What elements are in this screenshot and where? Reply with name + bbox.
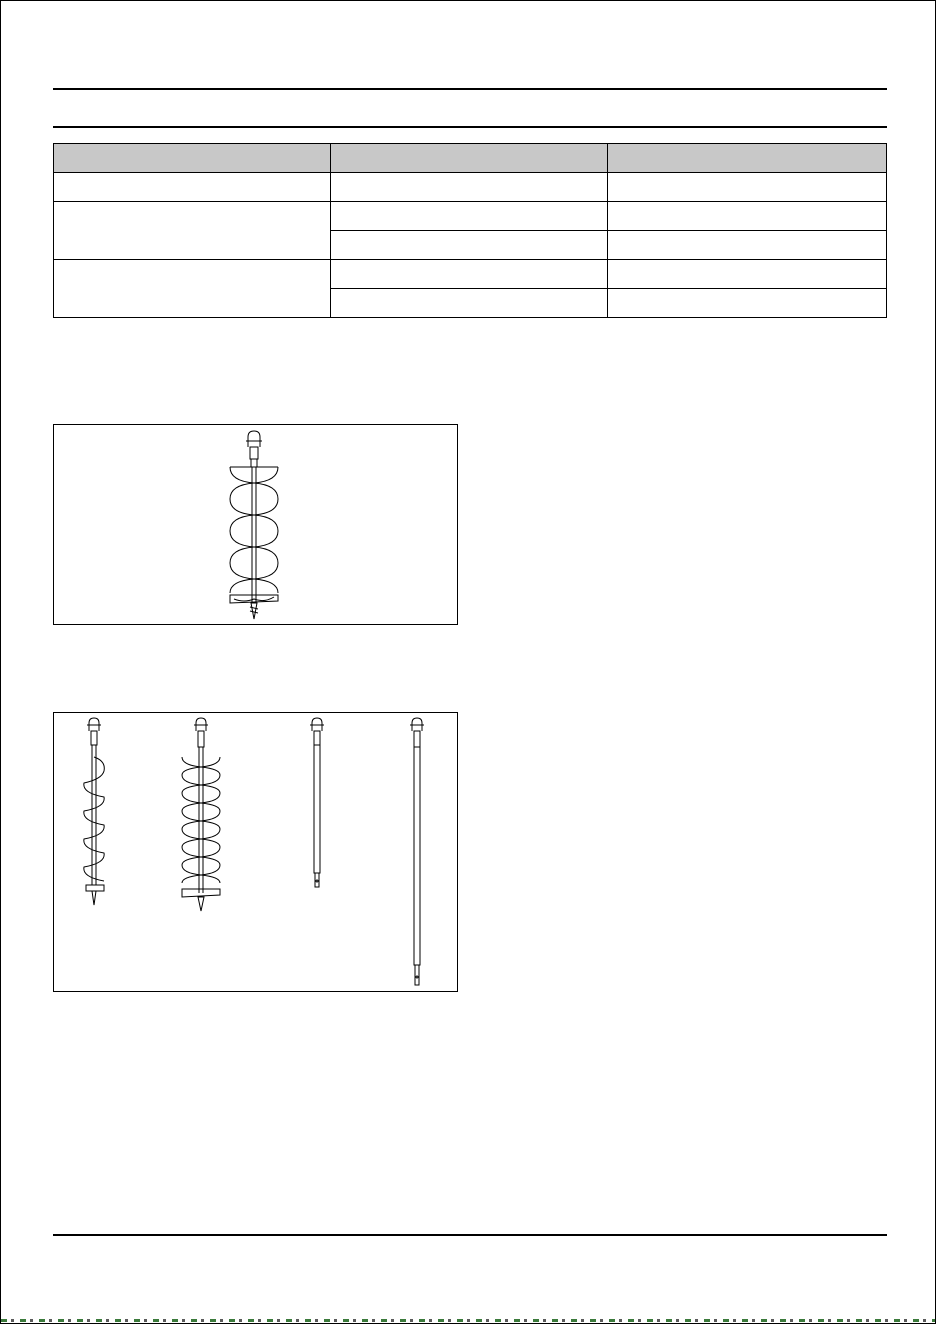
table-header-row	[54, 144, 887, 173]
table-cell	[331, 289, 608, 318]
table-cell	[331, 260, 608, 289]
table-header-cell	[331, 144, 608, 173]
table-header-cell	[54, 144, 331, 173]
table-cell-merged	[54, 260, 331, 318]
table-row	[54, 260, 887, 289]
header-rule-top	[53, 88, 887, 90]
table-cell-merged	[54, 202, 331, 260]
bottom-edge-strip	[1, 1319, 935, 1322]
table-cell	[608, 289, 887, 318]
header-rule-bottom	[53, 126, 887, 128]
table-row	[54, 202, 887, 231]
table-cell	[331, 202, 608, 231]
auger-bit-illustration-icon	[54, 425, 457, 624]
table-cell	[608, 173, 887, 202]
small-auger-icon	[84, 718, 104, 905]
table-cell	[608, 202, 887, 231]
table-row	[54, 173, 887, 202]
table-header-cell	[608, 144, 887, 173]
medium-auger-icon	[182, 718, 220, 911]
short-extension-rod-icon	[310, 718, 324, 887]
table-cell	[608, 260, 887, 289]
figure-auger-accessories	[53, 712, 458, 992]
figure-auger-bit	[53, 424, 458, 625]
table-cell	[54, 173, 331, 202]
footer-rule	[53, 1234, 887, 1236]
table-cell	[331, 173, 608, 202]
table-cell	[608, 231, 887, 260]
specification-table	[53, 143, 887, 318]
long-extension-rod-icon	[410, 718, 424, 985]
table-cell	[331, 231, 608, 260]
auger-accessory-set-illustration-icon	[54, 713, 457, 991]
